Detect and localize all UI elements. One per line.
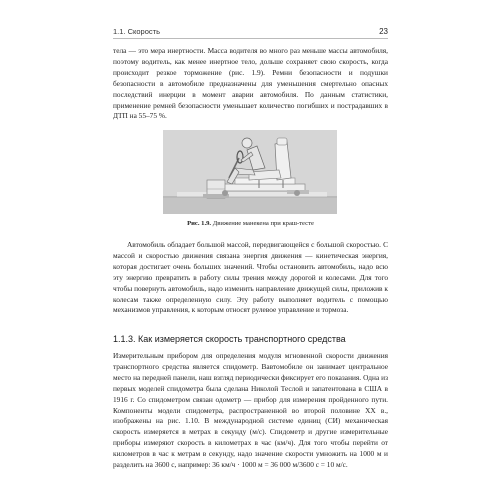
figure-caption-label: Рис. 1.9.	[187, 220, 212, 227]
crash-test-illustration	[163, 130, 337, 214]
section-heading: 1.1.3. Как измеряется скорость транспортного средства	[113, 334, 346, 344]
running-title: 1.1. Скорость	[113, 27, 160, 36]
paragraph-speedometer: Измерительным прибором для определения модуля мгновенной скорости движения транспортного средства является спидометр. Вавтомобиле он занимает центральное место на передней панели, наш взгляд периодически фиксирует его показания. Одна из первых моделей спидометра была сделана Николой Теслой и запатентована в США в 1916 г. Со спидометром связан одометр — прибор для измерения пройденного пути. Компоненты модели спидометра, распространенной во второй половине XX в., изображены на рис. 1.10. В международной системе единиц (СИ) механическая скорость измеряется в метрах в секунду (м/с). Спидометр и другие измерительные приборы измеряют скорость в километрах в час (км/ч). Для того чтобы перейти от километров в час к метрам в секунду, надо значение скорости умножить на 1000 м и разделить на 3600 с, например: 36 км/ч · 1000 м = 36 000 м/3600 с = 10 м/с.	[113, 351, 388, 470]
header-rule	[113, 38, 388, 39]
paragraph-inertia: тела — это мера инертности. Масса водителя во много раз меньше массы автомобиля, поэтому водитель, как менее инертное тело, дольше сохраняет свою скорость, когда происходит резкое торможение (рис. 1.9). Ремни безопасности и подушки безопасности в автомобиле предназначены для уменьшения смертельно опасных последствий инерции в момент аварии автомобиля. По данным статистики, применение ремней безопасности уменьшает количество погибших и пострадавших в ДТП на 55–75 %.	[113, 46, 388, 121]
crash-test-figure	[163, 130, 337, 214]
page-number: 23	[379, 27, 388, 36]
paragraph-kinetic-energy: Автомобиль обладает большой массой, передвигающейся с большой скоростью. С массой и скоростью движения связана энергия движения — кинетическая энергия, которая достигает очень больших значений. Чтобы остановить автомобиль, надо всю эту энергию превратить в работу силы трения между дорогой и колесами. Для того чтобы повернуть автомобиль, надо изменить направление движущей силы, приложив к колесам также определенную силу. Эту работу выполняет водитель с помощью механизмов управления, к которым относят рулевое управление и тормоза.	[113, 240, 388, 315]
figure-caption	[113, 220, 388, 227]
figure-caption-text: Движение манекена при краш-тесте	[212, 220, 314, 227]
